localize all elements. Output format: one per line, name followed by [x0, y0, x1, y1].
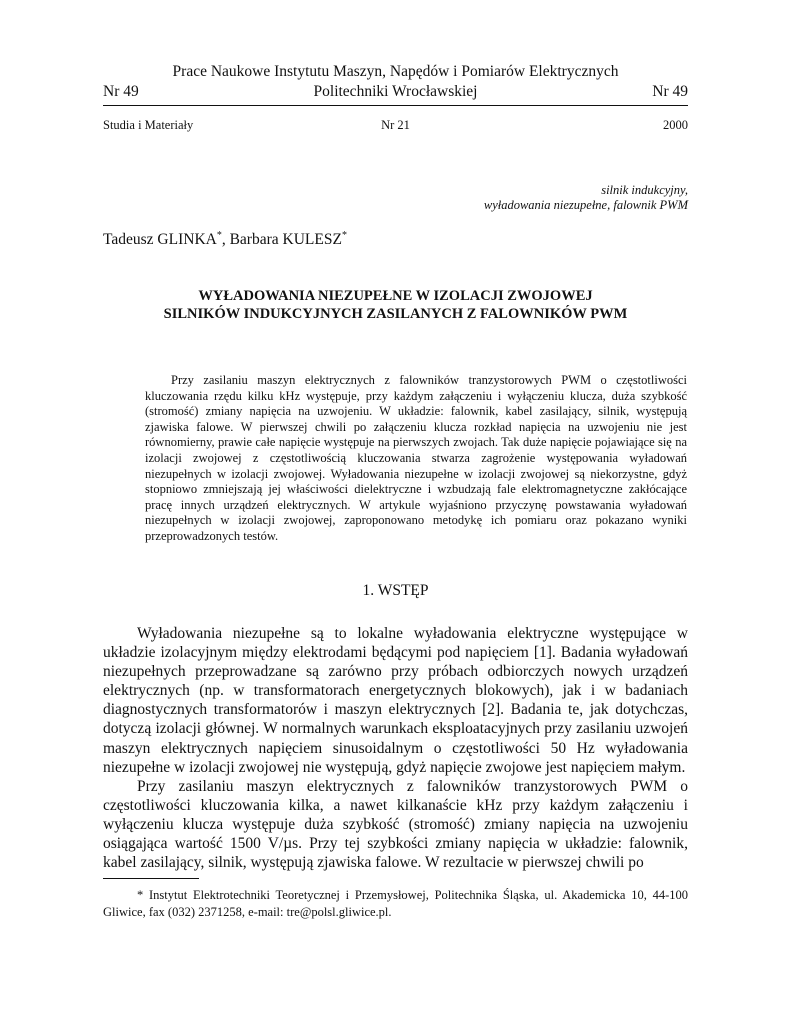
- section-heading: 1. WSTĘP: [362, 582, 429, 599]
- title-line-1: WYŁADOWANIA NIEZUPEŁNE W IZOLACJI ZWOJOWEJ: [198, 288, 593, 304]
- keywords-line-1: silnik indukcyjny,: [601, 183, 688, 197]
- footnote-divider: [103, 878, 199, 879]
- body-paragraph-2: Przy zasilaniu maszyn elektrycznych z falowników tranzystorowych PWM o częstotliwości kluczowania kilka, a nawet kilkanaście kHz przy każdym załączeniu i wyłączeniu klucza występuje duża szybkość (stromość) zmiany napięcia na uzwojeniu osiągająca wartość 1500 V/µs. Przy tej szybkości zmiany napięcia w układzie: falownik, kabel zasilający, silnik, występują zjawiska falowe. W rezultacie w pierwszej chwili po: [103, 777, 688, 872]
- issue-number-right: Nr 49: [652, 83, 688, 100]
- journal-title: Prace Naukowe Instytutu Maszyn, Napędów i Pomiarów Elektrycznych: [172, 63, 619, 80]
- author-separator: ,: [221, 231, 230, 248]
- series-number: Nr 21: [381, 118, 410, 132]
- author-1: Tadeusz GLINKA: [103, 231, 217, 248]
- header-divider: [103, 105, 688, 106]
- publication-year: 2000: [663, 118, 688, 132]
- author-2-affiliation-mark: *: [341, 230, 347, 241]
- keywords: [484, 183, 688, 213]
- paper-title: [0, 287, 791, 323]
- issue-number-left: Nr 49: [103, 83, 139, 100]
- abstract: [145, 373, 687, 545]
- abstract-text: Przy zasilaniu maszyn elektrycznych z falowników tranzystorowych PWM o częstotliwości kluczowania rzędu kilku kHz występuje, przy każdym załączeniu i wyłączeniu klucza, duża szybkość (stromość) zmiany napięcia na uzwojeniu. W układzie: falownik, kabel zasilający, silnik, występują zjawiska falowe. W pierwszej chwili po załączeniu klucza rozkład napięcia na uzwojeniu nie jest równomierny, prawie całe napięcie występuje na pierwszych zwojach. Tak duże napięcie pojawiające się na izolacji zwojowej z częstotliwością kluczowania stwarza zagrożenie występowania wyładowań niezupełnych w izolacji zwojowej. Wyładowania niezupełne w izolacji zwojowej są niekorzystne, gdyż stopniowo zmniejszają jej właściwości dielektryczne i wzbudzają fale elektromagnetyczne zakłócające pracę innych urządzeń elektrycznych. W artykule wyjaśniono przyczynę powstawania wyładowań niezupełnych w izolacji zwojowej, zaproponowano metodykę ich pomiaru oraz pokazano wyniki przeprowadzonych testów.: [145, 373, 687, 543]
- keywords-line-2: wyładowania niezupełne, falownik PWM: [483, 198, 688, 212]
- authors: [103, 230, 347, 249]
- author-2: Barbara KULESZ: [229, 231, 342, 248]
- series-label: Studia i Materiały: [103, 118, 194, 132]
- body-text: [103, 624, 688, 872]
- title-line-2: SILNIKÓW INDUKCYJNYCH ZASILANYCH Z FALOWNIKÓW PWM: [163, 306, 628, 322]
- author-1-affiliation-mark: *: [216, 230, 222, 241]
- journal-institution: Politechniki Wrocławskiej: [313, 83, 478, 100]
- body-paragraph-1: Wyładowania niezupełne są to lokalne wyładowania elektryczne występujące w układzie izolacyjnym między elektrodami będącymi pod napięciem [1]. Badania wyładowań niezupełnych przeprowadzane są zarówno przy próbach odbiorczych nowych urządzeń elektrycznych (np. w transformatorach energetycznych blokowych), jak i w badaniach diagnostycznych transformatorów i maszyn elektrycznych [2]. Badania te, jak dotychczas, dotyczą izolacji głównej. W normalnych warunkach eksploatacyjnych przy zasilaniu uzwojeń maszyn elektrycznych napięciem sinusoidalnym o częstotliwości 50 Hz wyładowania niezupełne w izolacji zwojowej nie występują, gdyż napięcie zwojowe jest napięciem małym.: [103, 625, 688, 776]
- footnote: * Instytut Elektrotechniki Teoretycznej i Przemysłowej, Politechnika Śląska, ul. Akademicka 10, 44-100 Gliwice, fax (032) 2371258, e-mail: tre@polsl.gliwice.pl.: [103, 888, 688, 919]
